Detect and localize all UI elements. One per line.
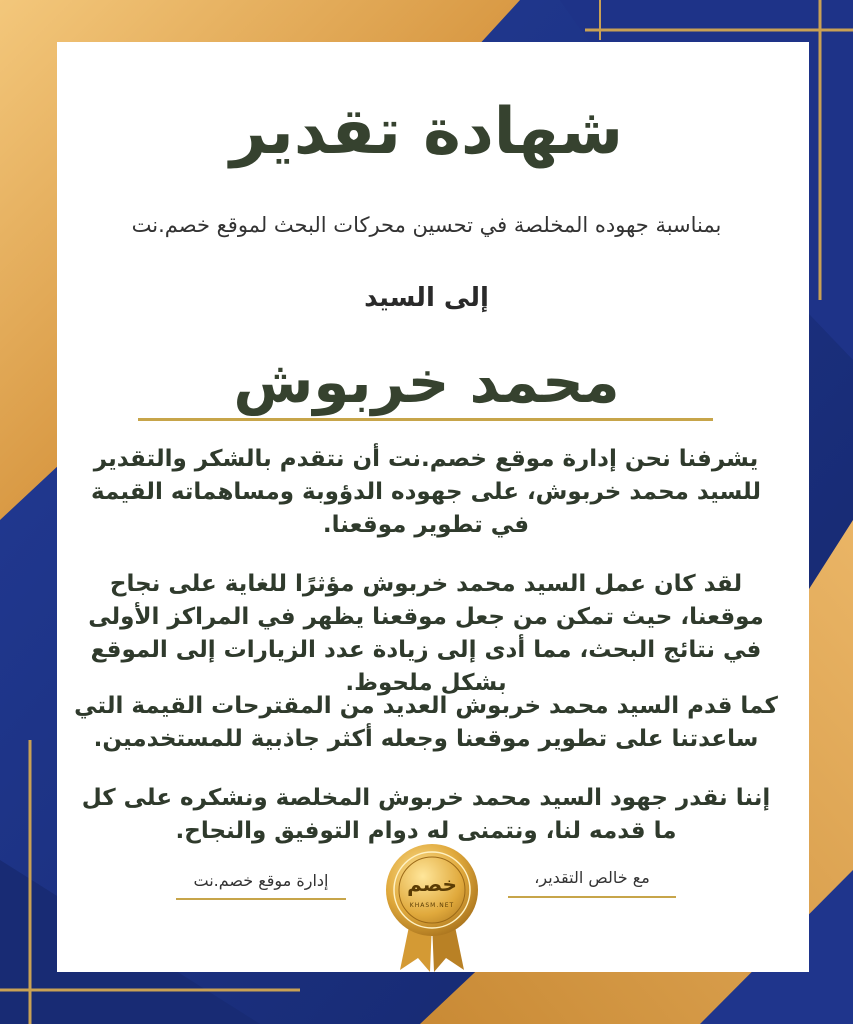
closing-signature-line — [508, 896, 676, 898]
issuer-signature-line — [176, 898, 346, 900]
issuer-signature: إدارة موقع خصم.نت — [193, 871, 329, 890]
closing-signature: مع خالص التقدير، — [534, 868, 650, 887]
certificate-title: شهادة تقدير — [229, 95, 624, 169]
seal-logo-subtext: KHASM.NET — [409, 902, 455, 909]
body-paragraph-3: كما قدم السيد محمد خربوش العديد من المقترحات القيمة التي ساعدتنا على تطوير موقعنا وجعله أكثر جاذبية للمستخدمين. — [74, 693, 778, 752]
name-underline — [138, 418, 713, 421]
body-paragraph-4: إننا نقدر جهود السيد محمد خربوش المخلصة ونشكره على كل ما قدمه لنا، ونتمنى له دوام التوفيق والنجاح. — [81, 785, 771, 844]
gold-seal-icon — [382, 842, 482, 974]
certificate-subtitle: بمناسبة جهوده المخلصة في تحسين محركات البحث لموقع خصم.نت — [131, 213, 722, 237]
body-paragraph-2: لقد كان عمل السيد محمد خربوش مؤثرًا للغاية على نجاح موقعنا، حيث تمكن من جعل موقعنا يظهر في المراكز الأولى في نتائج البحث، مما أدى إلى زيادة عدد الزيارات إلى الموقع بشكل ملحوظ. — [88, 571, 764, 696]
recipient-name: محمد خربوش — [233, 348, 620, 416]
recipient-salutation: إلى السيد — [364, 283, 489, 313]
body-paragraph-1: يشرفنا نحن إدارة موقع خصم.نت أن نتقدم بالشكر والتقدير للسيد محمد خربوش، على جهوده الدؤوبة ومساهماته القيمة في تطوير موقعنا. — [91, 446, 761, 538]
seal-logo-text: خصم — [407, 872, 457, 896]
